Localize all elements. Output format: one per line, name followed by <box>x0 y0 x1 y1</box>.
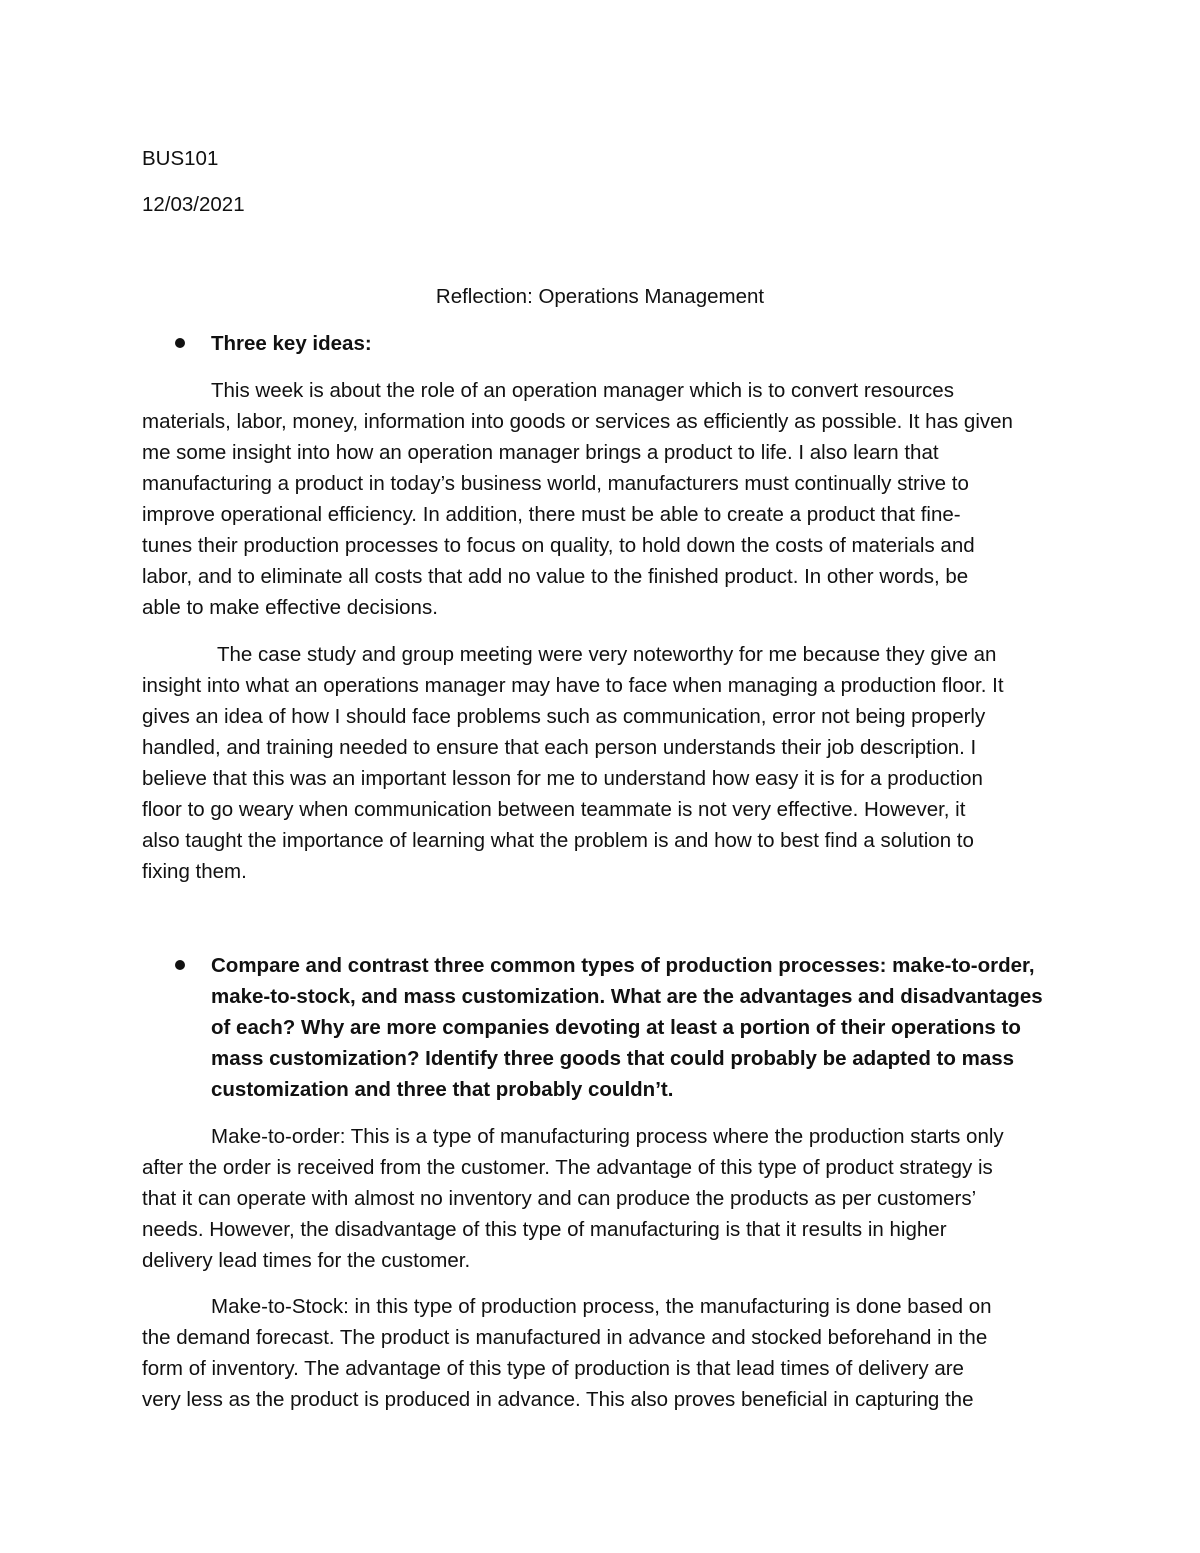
paragraph-line: materials, labor, money, information into goods or services as efficiently as possible. It has given <box>142 410 1013 433</box>
bullet-icon <box>175 338 185 348</box>
section-heading: mass customization? Identify three goods that could probably be adapted to mass <box>211 1047 1015 1070</box>
section-heading: make-to-stock, and mass customization. What are the advantages and disadvantages <box>211 985 1043 1008</box>
document-title: Reflection: Operations Management <box>435 285 765 308</box>
paragraph-line: floor to go weary when communication between teammate is not very effective. However, it <box>142 798 966 821</box>
document-date: 12/03/2021 <box>142 193 245 216</box>
paragraph-line: delivery lead times for the customer. <box>142 1249 471 1272</box>
paragraph-line: Make-to-Stock: in this type of production process, the manufacturing is done based on <box>211 1295 992 1318</box>
course-code: BUS101 <box>142 147 219 170</box>
paragraph-line: improve operational efficiency. In addition, there must be able to create a product that fine- <box>142 503 961 526</box>
paragraph-line: insight into what an operations manager may have to face when managing a production floor. It <box>142 674 1004 697</box>
paragraph-line: Make-to-order: This is a type of manufacturing process where the production starts only <box>211 1125 1004 1148</box>
paragraph-line: This week is about the role of an operation manager which is to convert resources <box>211 379 954 402</box>
paragraph-line: fixing them. <box>142 860 247 883</box>
paragraph-line: labor, and to eliminate all costs that add no value to the finished product. In other words, be <box>142 565 969 588</box>
paragraph-line: tunes their production processes to focus on quality, to hold down the costs of materials and <box>142 534 975 557</box>
paragraph-line: very less as the product is produced in advance. This also proves beneficial in capturing the <box>142 1388 974 1411</box>
paragraph-line: handled, and training needed to ensure that each person understands their job description. I <box>142 736 977 759</box>
paragraph-line: able to make effective decisions. <box>142 596 438 619</box>
paragraph-line: needs. However, the disadvantage of this type of manufacturing is that it results in higher <box>142 1218 947 1241</box>
paragraph-line: form of inventory. The advantage of this type of production is that lead times of delivery are <box>142 1357 964 1380</box>
paragraph-line: that it can operate with almost no inventory and can produce the products as per customers’ <box>142 1187 977 1210</box>
bullet-icon <box>175 960 185 970</box>
section-heading: of each? Why are more companies devoting at least a portion of their operations to <box>211 1016 1021 1039</box>
paragraph-line: The case study and group meeting were very noteworthy for me because they give an <box>217 643 997 666</box>
section-heading: Three key ideas: <box>211 332 372 355</box>
paragraph-line: manufacturing a product in today’s business world, manufacturers must continually strive to <box>142 472 969 495</box>
paragraph-line: the demand forecast. The product is manufactured in advance and stocked beforehand in the <box>142 1326 988 1349</box>
section-heading: customization and three that probably couldn’t. <box>211 1078 674 1101</box>
paragraph-line: me some insight into how an operation manager brings a product to life. I also learn that <box>142 441 939 464</box>
paragraph-line: gives an idea of how I should face problems such as communication, error not being properly <box>142 705 986 728</box>
section-heading: Compare and contrast three common types of production processes: make-to-order, <box>211 954 1035 977</box>
paragraph-line: also taught the importance of learning what the problem is and how to best find a solution to <box>142 829 974 852</box>
paragraph-line: after the order is received from the customer. The advantage of this type of product strategy is <box>142 1156 993 1179</box>
paragraph-line: believe that this was an important lesson for me to understand how easy it is for a production <box>142 767 983 790</box>
